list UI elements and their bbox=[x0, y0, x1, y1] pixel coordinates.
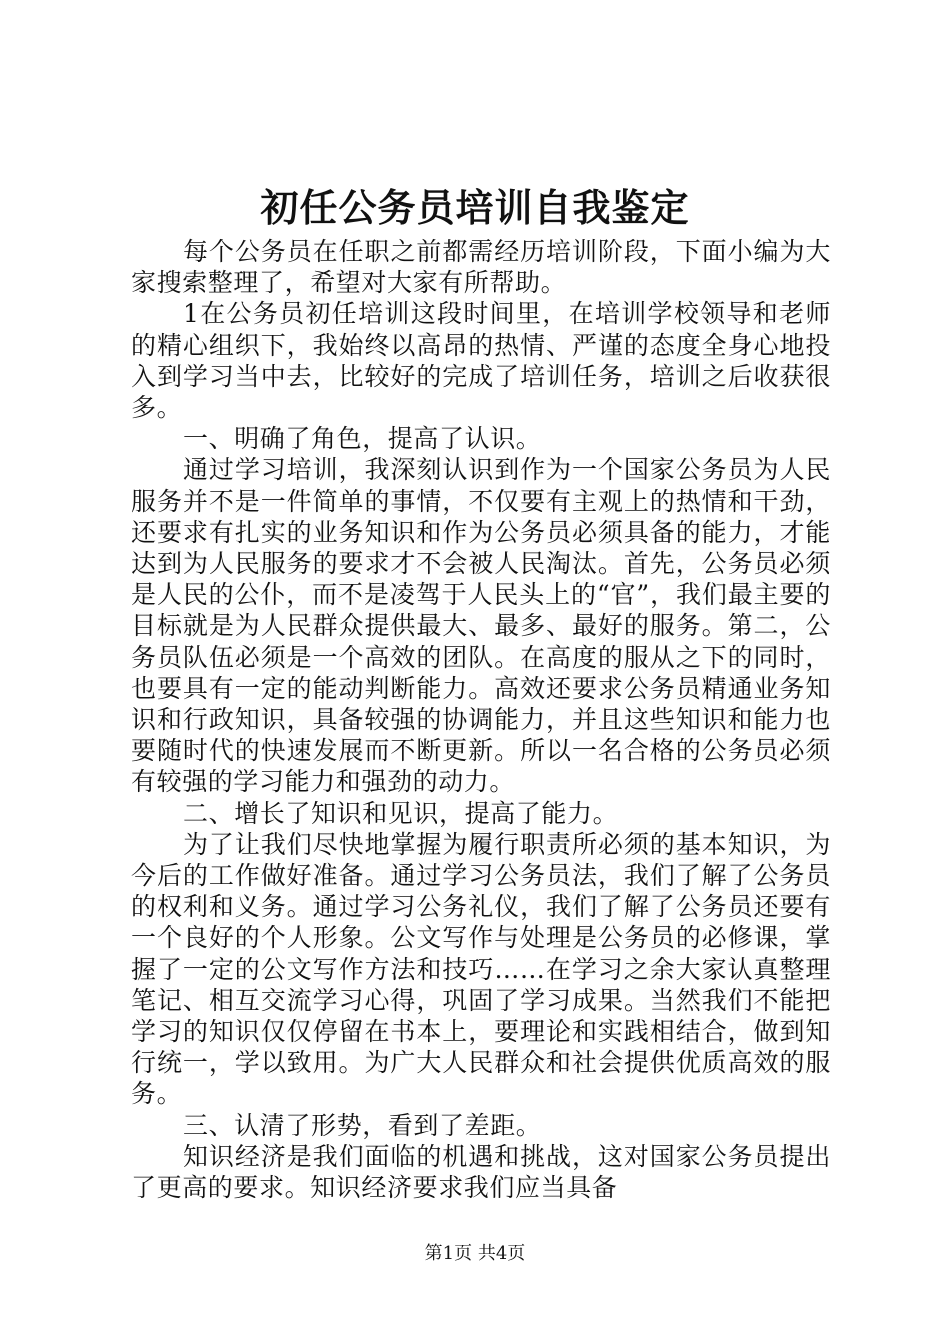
paragraph-section-3: 知识经济是我们面临的机遇和挑战，这对国家公务员提出了更高的要求。知识经济要求我们应当具备 bbox=[131, 1141, 831, 1203]
paragraph-section-1: 通过学习培训，我深刻认识到作为一个国家公务员为人民服务并不是一件简单的事情，不仅要有主观上的热情和干劲，还要求有扎实的业务知识和作为公务员必须具备的能力，才能达到为人民服务的要求才不会被人民淘汰。首先，公务员必须是人民的公仆，而不是凌驾于人民头上的“官”，我们最主要的目标就是为人民群众提供最大、最多、最好的服务。第二，公务员队伍必须是一个高效的团队。在高度的服从之下的同时，也要具有一定的能动判断能力。高效还要求公务员精通业务知识和行政知识，具备较强的协调能力，并且这些知识和能力也要随时代的快速发展而不断更新。所以一名合格的公务员必须有较强的学习能力和强劲的动力。 bbox=[131, 455, 831, 797]
section-heading-3: 三、认清了形势，看到了差距。 bbox=[183, 1110, 542, 1140]
section-heading-2: 二、增长了知识和见识，提高了能力。 bbox=[183, 798, 619, 828]
paragraph-summary: 1在公务员初任培训这段时间里，在培训学校领导和老师的精心组织下，我始终以高昂的热情、严谨的态度全身心地投入到学习当中去，比较好的完成了培训任务，培训之后收获很多。 bbox=[131, 299, 831, 423]
document-title: 初任公务员培训自我鉴定 bbox=[260, 185, 690, 230]
paragraph-intro: 每个公务员在任职之前都需经历培训阶段，下面小编为大家搜索整理了，希望对大家有所帮助。 bbox=[131, 237, 831, 298]
paragraph-section-2: 为了让我们尽快地掌握为履行职责所必须的基本知识，为今后的工作做好准备。通过学习公务员法，我们了解了公务员的权利和义务。通过学习公务礼仪，我们了解了公务员还要有一个良好的个人形象。公文写作与处理是公务员的必修课，掌握了一定的公文写作方法和技巧……在学习之余大家认真整理笔记、相互交流学习心得，巩固了学习成果。当然我们不能把学习的知识仅仅停留在书本上，要理论和实践相结合，做到知行统一，学以致用。为广大人民群众和社会提供优质高效的服务。 bbox=[131, 829, 831, 1109]
document-body bbox=[131, 236, 831, 1203]
page-number-footer: 第1页 共4页 bbox=[424, 1243, 526, 1264]
section-heading-1: 一、明确了角色，提高了认识。 bbox=[183, 424, 542, 454]
